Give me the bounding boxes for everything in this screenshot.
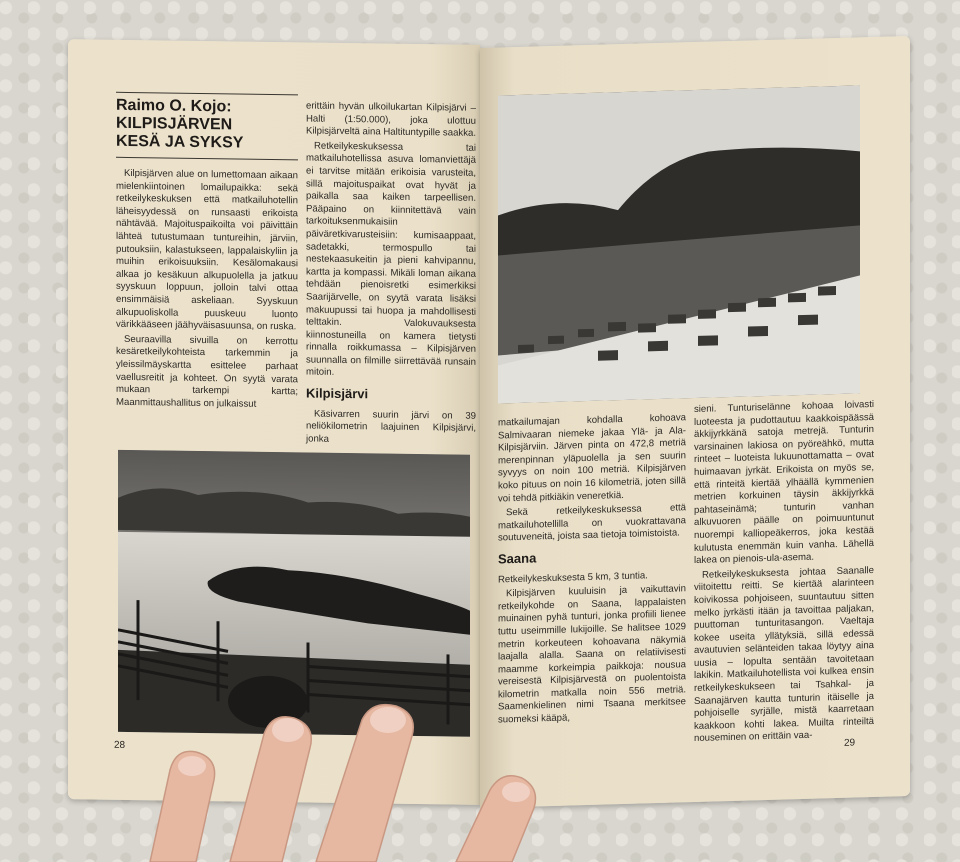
title-top-rule (116, 92, 298, 96)
lake-landscape-image (118, 450, 470, 737)
title-bottom-rule (116, 157, 298, 161)
left-column-1 (116, 92, 298, 414)
section-heading-kilpisjarvi: Kilpisjärvi (306, 385, 369, 402)
paragraph: erittäin hyvän ulkoilukartan Kilpisjärvi – Halti (1:50.000), joka ulottuu Kilpisjärveltä aina Haltituntурille saakka. (306, 100, 476, 140)
lake-photo (118, 450, 470, 737)
right-column-1 (498, 412, 686, 729)
paragraph: Seuraavilla sivuilla on kerrottu kesäretkeilykohteista tarkemmin ja yleissilmäyskartta esittelee parhaat vaellusreitit ja kohteet. On syytä varata mukaan tarkempi kartta; Maanmittaushallitus on julkaissut (116, 333, 298, 410)
article-title-line2: KESÄ JA SYKSY (116, 132, 244, 152)
paragraph: Käsivarren suurin järvi on 39 neliökilometrin laajuinen Kilpisjärvi, jonka (306, 408, 476, 445)
page-number-left: 28 (114, 739, 126, 751)
right-page (480, 36, 910, 808)
paragraph: Kilpisjärven kuuluisin ja vaikuttavin retkeilykohde on Saana, lappalaisten muinainen pyhä tunturi, jonka profiili lienee tuttu useimmille lukijoille. Se halitsee 1029 metrin korkeuteen kohoavana näkymiä laajalla alalla. Saana on relatiivisesti maamme korkeimpia paikkoja: nousua vereisestä Kilpisjärvestä on puolentoista kilometrin matkalla noin 556 metriä. Saamenkielinen nimi Tsaana merkitsee suomeksi kääpä, (498, 583, 686, 726)
paragraph: matkailumajan kohdalla kohoava Salmivaaran niemeke jakaa Ylä- ja Ala-Kilpisjärviin. Järven pinta on 472,8 metriä merenpinnan yläpuolella ja sen suurin syvyys on noin 100 metriä. Kilpisjärven koko pituus on noin 16 kilometriä, joten sillä voi tehdä pitkiäkin veneretkiä. (498, 412, 686, 505)
left-page (68, 39, 480, 805)
section-heading-saana: Saana (498, 550, 537, 567)
paragraph: Retkeilykeskuksessa tai matkailuhotellissa asuva lomanviettäjä ei tarvitse mitään erikoisia varusteita, sillä majoituspaikat ovat hyvät ja paikalla saa kaiken tarpeellisen. Pääpaino on kiinnitettävä vain tarkoituksenmukaisiin päiväretkivarusteisiin: kumisaappaat, sadetakki, termospullo tai nestekaasukeitin ja pieni kahvipannu, kartta ja kompassi. Mikäli loman aikana tehdään pienoisretki esimerkiksi Saarijärvelle, on syytä varata lisäksi makuupussi tai huopa ja mahdollisesti telttakin. Valokuvauksesta kiinnostuneilla on kamera tietysti rinnalla roikkumassa – Kilpisjärven suunnalla on filmille siirrettävää runsain mitoin. (306, 140, 476, 379)
paragraph: Sekä retkeilykeskuksessa että matkailuhotellilla on vuokrattavana soutuveneitä, joista saa tietoja toimistoista. (498, 502, 686, 544)
right-column-2 (694, 399, 874, 748)
paragraph: Retkeilykeskuksesta 5 km, 3 tuntia. (498, 569, 648, 586)
article-author: Raimo O. Kojo: (116, 96, 232, 116)
paragraph: Kilpisjärven alue on lumettomaan aikaan mielenkiintoinen lomailupaikka: sekä retkeilykeskuksen että matkailuhotellin läheisyydessä on runsaasti erikoista nähtävää. Majoituspaikoilta voi päivittäin lähteä tutustumaan tuntureihin, järviin, putouksiin, kalastukseen, lappalaiskyliin ja muihin erikoisuuksiin. Kesälomakausi alkaa jo kesäkuun alkupuolella ja jatkuu syyskuun loppuun, jolloin talvi ottaa ensimmäisiä askeliaan. Syyskuun alkupuoliskolla puuskeuu luonto värikkääseen jäähyväisasuunsa, on ruska. (116, 167, 298, 333)
paragraph: Retkeilykeskuksesta johtaa Saanalle viitoitettu reitti. Se kiertää alarinteen koivikossa pohjoiseen, suuntautuu sitten melko jyrkästi itään ja tavoittaa paljakan, puuttoman tunturitasangon. Vaeltaja kokee useita yllätyksiä, sillä edessä avautuvien selänteiden takaa löytyy aina uusia – lopulta sentään tavoitetaan lakikin. Matkailuhotellista voi kulkea ensin retkeilykeskukseen tai Tsahkal- ja Saanajärven kautta tunturin itäiselle ja pohjoiselle syrjälle, mistä kaarretaan kaakkoon kohti lakea. Muilta rinteiltä nouseminen on erittäin vaa- (694, 564, 874, 745)
left-column-2 (306, 100, 476, 450)
article-title-line1: KILPISJÄRVEN (116, 114, 233, 134)
reindeer-herd-image (498, 85, 860, 403)
paragraph: sieni. Tunturiselänne kohoaa loivasti luoteesta ja pudottautuu kaakkoispäässä äkkijyrkkänä satoja metrejä. Tunturin varsinainen lakiosa on pyöreähkö, mutta rinteet – luoteista lukuunottamatta – ovat huimaavan jyrkät. Erikoista on myös se, että rinteitä kiertää ylhäällä kymmenien metrien korkuinen täysin äkkijyrkkä pahtaseinämä; tunturin vanhan alkuvuoren päälle on poimuuntunut nuorempi kalliopeäkerros, joka kestää kulutusta enemmän kuin vanha. Lähellä lakea on pienois-ula-asema. (694, 399, 874, 567)
hand-fingers (140, 700, 560, 862)
open-booklet (68, 42, 910, 802)
reindeer-photo (498, 85, 860, 403)
page-number-right: 29 (844, 737, 856, 749)
